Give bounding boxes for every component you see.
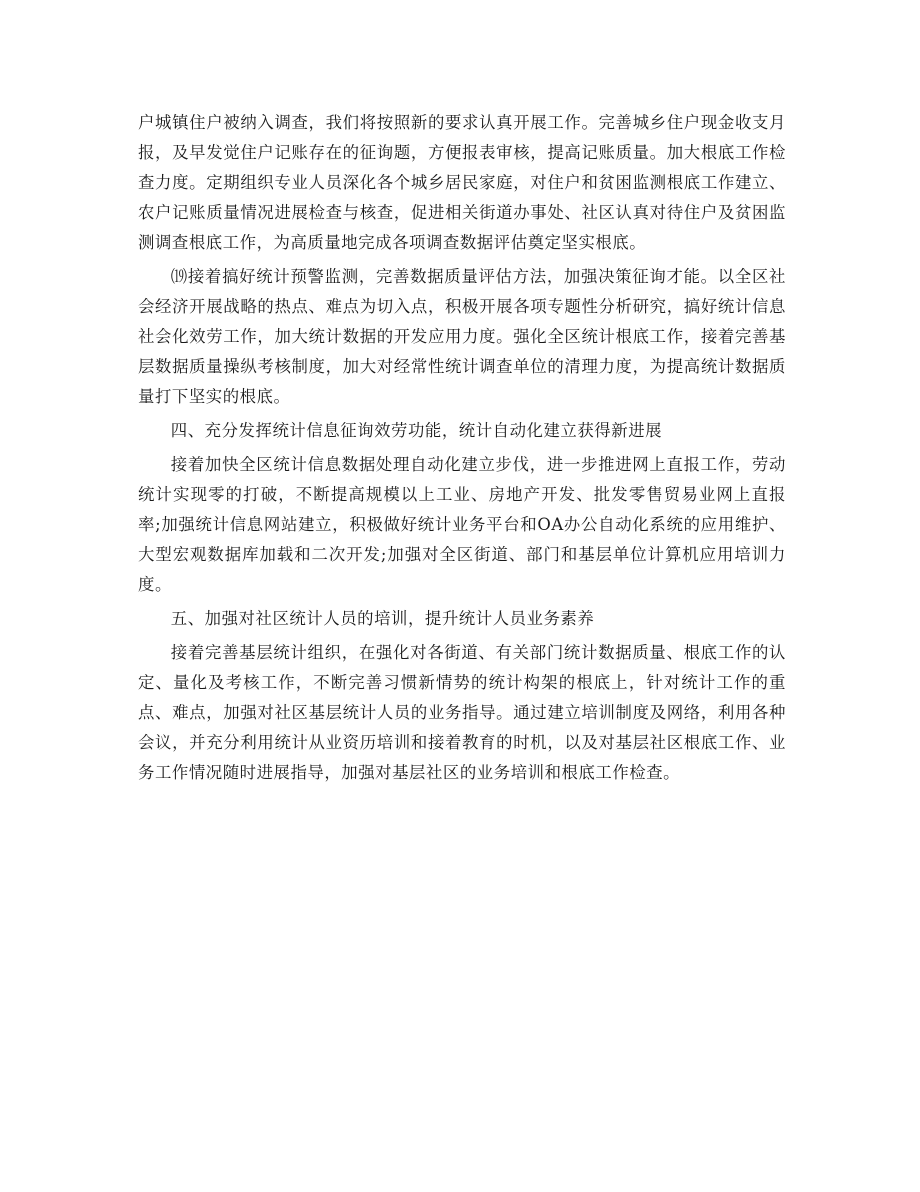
paragraph-statistical-warning: ⒆接着搞好统计预警监测，完善数据质量评估方法，加强决策征询才能。以全区社会经济开展战略的热点、难点为切入点，积极开展各项专题性分析研究，搞好统计信息社会化效劳工作，加大统计数据的开发应用力度。强化全区统计根底工作，接着完善基层数据质量操纵考核制度，加大对经常性统计调查单位的清理力度，为提高统计数据质量打下坚实的根底。	[138, 267, 786, 406]
document-page	[138, 108, 786, 788]
paragraph-community-training: 接着完善基层统计组织，在强化对各街道、有关部门统计数据质量、根底工作的认定、量化及考核工作，不断完善习惯新情势的统计构架的根底上，针对统计工作的重点、难点，加强对社区基层统计人员的业务指导。通过建立培训制度及网络，利用各种会议，并充分利用统计从业资历培训和接着教育的时机，以及对基层社区根底工作、业务工作情况随时进展指导，加强对基层社区的业务培训和根底工作检查。	[138, 643, 786, 782]
section-heading-4: 四、充分发挥统计信息征询效劳功能，统计自动化建立获得新进展	[170, 421, 663, 440]
paragraph-household-survey: 户城镇住户被纳入调查，我们将按照新的要求认真开展工作。完善城乡住户现金收支月报，及早发觉住户记账存在的征询题，方便报表审核，提高记账质量。加大根底工作检查力度。定期组织专业人员深化各个城乡居民家庭，对住户和贫困监测根底工作建立、农户记账质量情况进展检查与核查，促进相关街道办事处、社区认真对待住户及贫困监测调查根底工作，为高质量地完成各项调查数据评估奠定坚实根底。	[138, 113, 786, 252]
paragraph-automation: 接着加快全区统计信息数据处理自动化建立步伐，进一步推进网上直报工作，劳动统计实现零的打破，不断提高规模以上工业、房地产开发、批发零售贸易业网上直报率;加强统计信息网站建立，积极做好统计业务平台和OA办公自动化系统的应用维护、大型宏观数据库加载和二次开发;加强对全区街道、部门和基层单位计算机应用培训力度。	[138, 455, 786, 594]
section-heading-5: 五、加强对社区统计人员的培训，提升统计人员业务素养	[170, 609, 595, 628]
